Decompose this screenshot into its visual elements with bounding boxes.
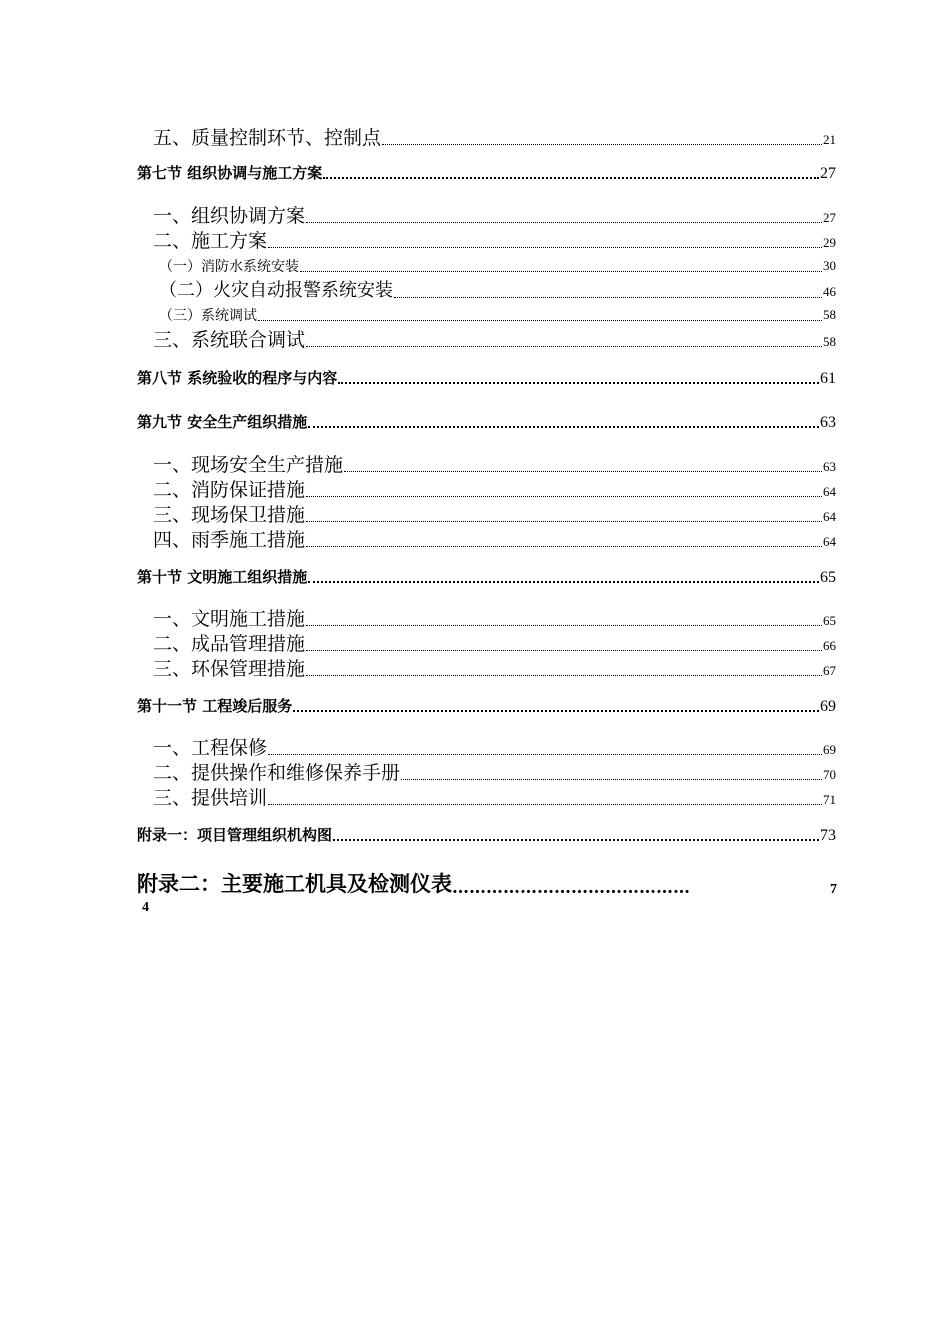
- toc-leader: [268, 247, 822, 248]
- toc-subentry-title: （一）消防水系统安装: [159, 259, 299, 275]
- toc-entry-title: 一、组织协调方案: [153, 205, 306, 227]
- toc-section[interactable]: [137, 366, 836, 388]
- toc-leader: [306, 650, 822, 651]
- toc-entry[interactable]: [153, 657, 836, 681]
- toc-appendix-2-page-part1: 7: [830, 882, 837, 897]
- toc-leader: [323, 177, 819, 179]
- toc-entry-page: 69: [823, 742, 836, 757]
- toc-leader: [268, 804, 822, 805]
- toc-leader: [258, 320, 822, 321]
- toc-leader: [306, 521, 822, 522]
- toc-section[interactable]: [137, 694, 836, 716]
- toc-leader: [306, 625, 822, 626]
- toc-subentry-page: 46: [823, 284, 836, 299]
- toc-leader: [394, 297, 822, 298]
- toc-leader: [338, 382, 819, 384]
- toc-leader: [306, 546, 822, 547]
- toc-leader: [300, 271, 822, 272]
- toc-entry-title: 三、系统联合调试: [153, 329, 306, 351]
- toc-leader: [306, 496, 822, 497]
- toc-section-page: 73: [820, 827, 836, 844]
- toc-appendix-2[interactable]: [137, 868, 837, 928]
- toc-section-title: 第九节 安全生产组织措施: [137, 413, 308, 431]
- toc-section-page: 65: [820, 569, 836, 586]
- toc-entry-page: 65: [823, 613, 836, 628]
- toc-entry-title: 二、提供操作和维修保养手册: [153, 762, 401, 784]
- toc-leader: [293, 710, 819, 712]
- toc-subentry[interactable]: [159, 256, 836, 276]
- toc-leader: [306, 346, 822, 347]
- toc-subentry-title: （二）火灾自动报警系统安装: [159, 280, 393, 301]
- toc-section[interactable]: [137, 161, 836, 183]
- toc-entry-page: 71: [823, 792, 836, 807]
- toc-entry[interactable]: [153, 761, 836, 785]
- toc-entry-title: 三、环保管理措施: [153, 658, 306, 680]
- toc-entry-title: 三、现场保卫措施: [153, 504, 306, 526]
- toc-entry-page: 21: [823, 132, 836, 147]
- toc-leader: [306, 675, 822, 676]
- toc-section-title: 第十一节 工程竣后服务: [137, 697, 293, 715]
- toc-subentry-title: （三）系统调试: [159, 308, 257, 324]
- toc-leader: [268, 754, 822, 755]
- toc-entry[interactable]: [153, 528, 836, 552]
- toc-leader: [382, 144, 822, 145]
- toc-entry[interactable]: [153, 328, 836, 352]
- toc-section[interactable]: [137, 410, 836, 432]
- toc-leader: [308, 581, 819, 583]
- toc-entry[interactable]: [153, 607, 836, 631]
- toc-subentry-page: 58: [823, 307, 836, 322]
- toc-section-page: 61: [820, 370, 836, 387]
- toc-subentry[interactable]: [159, 305, 836, 325]
- toc-entry-title: 三、提供培训: [153, 787, 268, 809]
- toc-section-title: 附录一：项目管理组织机构图: [137, 826, 333, 844]
- toc-entry[interactable]: [153, 503, 836, 527]
- toc-leader: ……………………………………: [452, 878, 690, 898]
- toc-entry-page: 29: [823, 235, 836, 250]
- toc-entry-title: 一、工程保修: [153, 737, 268, 759]
- toc-leader: [308, 426, 819, 428]
- toc-entry-title: 一、现场安全生产措施: [153, 454, 344, 476]
- toc-entry-page: 66: [823, 638, 836, 653]
- toc-entry[interactable]: [153, 786, 836, 810]
- toc-section-page: 63: [820, 414, 836, 431]
- toc-entry[interactable]: [153, 478, 836, 502]
- toc-subentry[interactable]: [159, 278, 836, 302]
- toc-appendix-2-page-part2: 4: [142, 900, 149, 915]
- toc-leader: [344, 471, 822, 472]
- toc-section-title: 第八节 系统验收的程序与内容: [137, 369, 338, 387]
- toc-entry-title: 二、消防保证措施: [153, 479, 306, 501]
- toc-section-title: 第七节 组织协调与施工方案: [137, 164, 323, 182]
- toc-entry-page: 27: [823, 210, 836, 225]
- toc-leader: [333, 839, 819, 841]
- toc-entry[interactable]: [153, 126, 836, 150]
- toc-entry-title: 五、质量控制环节、控制点: [153, 127, 382, 149]
- toc-entry-page: 58: [823, 334, 836, 349]
- toc-section[interactable]: [137, 823, 836, 845]
- toc-subentry-page: 30: [823, 258, 836, 273]
- toc-leader: [401, 779, 822, 780]
- toc-appendix-2-title: 附录二：主要施工机具及检测仪表: [137, 872, 452, 896]
- toc-entry[interactable]: [153, 229, 836, 253]
- toc-entry-page: 64: [823, 484, 836, 499]
- toc-entry-page: 64: [823, 509, 836, 524]
- toc-entry-page: 63: [823, 459, 836, 474]
- toc-leader: [306, 222, 822, 223]
- toc-entry-title: 二、成品管理措施: [153, 633, 306, 655]
- toc-entry-page: 67: [823, 663, 836, 678]
- toc-section[interactable]: [137, 565, 836, 587]
- toc-entry-title: 二、施工方案: [153, 230, 268, 252]
- toc-entry-title: 一、文明施工措施: [153, 608, 306, 630]
- toc-entry[interactable]: [153, 204, 836, 228]
- toc-entry[interactable]: [153, 632, 836, 656]
- toc-section-page: 69: [820, 698, 836, 715]
- toc-entry-page: 64: [823, 534, 836, 549]
- toc-section-title: 第十节 文明施工组织措施: [137, 568, 308, 586]
- toc-entry-page: 70: [823, 767, 836, 782]
- toc-entry[interactable]: [153, 736, 836, 760]
- toc-entry[interactable]: [153, 453, 836, 477]
- toc-section-page: 27: [820, 165, 836, 182]
- toc-entry-title: 四、雨季施工措施: [153, 529, 306, 551]
